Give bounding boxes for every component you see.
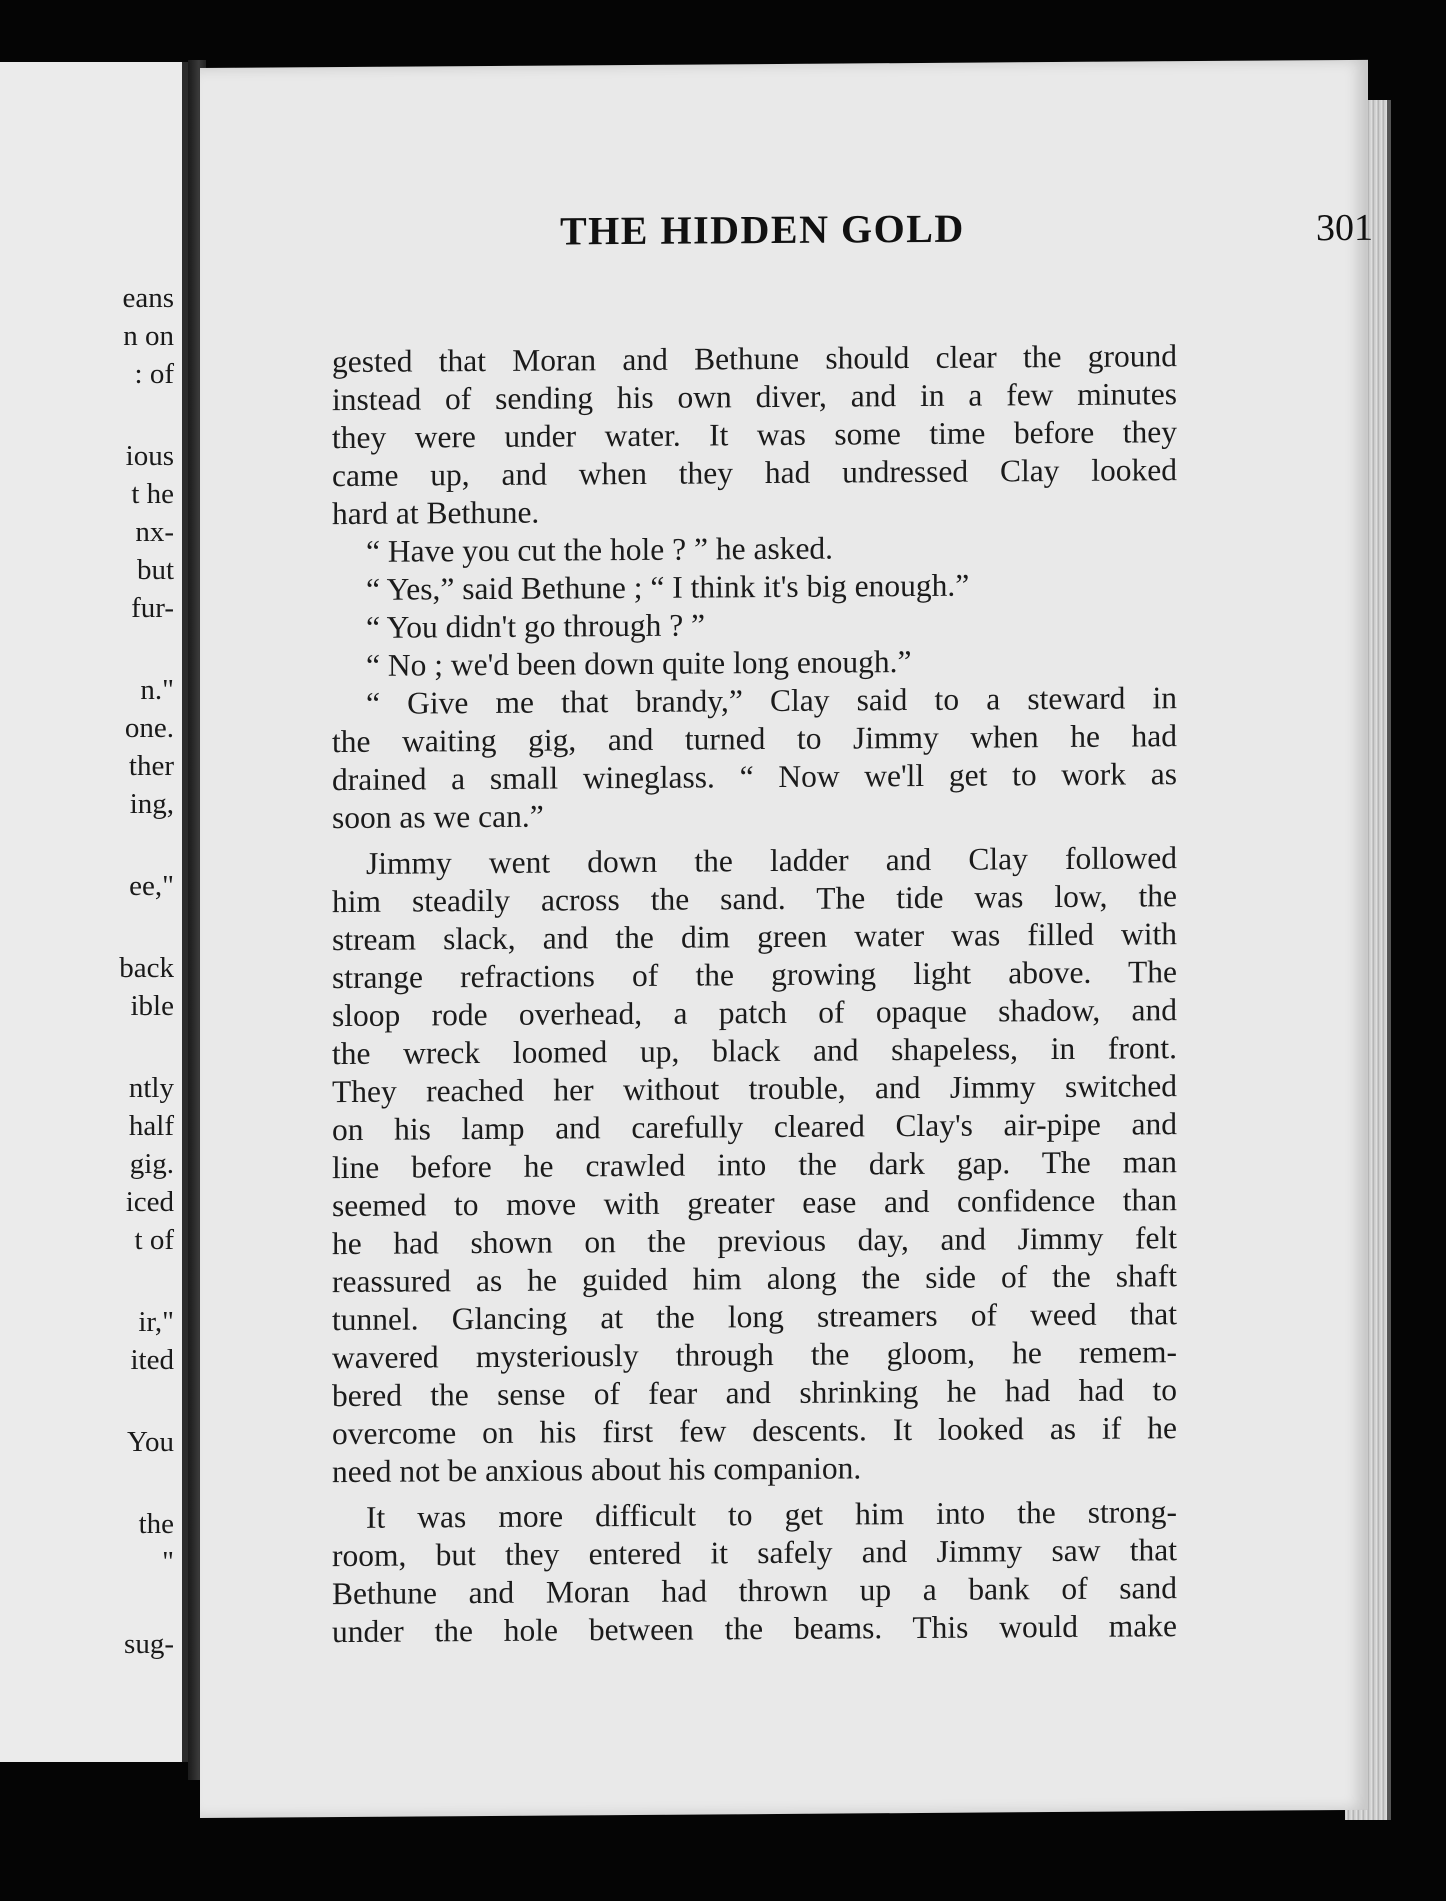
left-line: the xyxy=(138,1508,174,1540)
text-line: the wreck loomed up, black and shapeless, in front. xyxy=(332,1030,1177,1072)
text-line: “ You didn't go through ? ” xyxy=(366,607,706,645)
text-line: he had shown on the previous day, and Jimmy felt xyxy=(332,1220,1177,1262)
text-line: need not be anxious about his companion. xyxy=(332,1450,862,1490)
text-line: on his lamp and carefully cleared Clay's air-pipe and xyxy=(332,1106,1177,1148)
left-line: ious xyxy=(125,440,174,472)
text-line: soon as we can.” xyxy=(332,798,544,836)
left-line: ing, xyxy=(129,788,174,820)
text-line: “ Have you cut the hole ? ” he asked. xyxy=(366,530,834,569)
left-line: eans xyxy=(122,282,174,314)
text-line: Jimmy went down the ladder and Clay followed xyxy=(366,840,1177,881)
left-line: nx- xyxy=(135,516,174,548)
left-line: ited xyxy=(130,1344,174,1376)
text-line: sloop rode overhead, a patch of opaque shadow, and xyxy=(332,992,1177,1034)
left-line: iced xyxy=(125,1186,174,1218)
text-line: line before he crawled into the dark gap. The man xyxy=(332,1144,1177,1186)
text-line: “ No ; we'd been down quite long enough.” xyxy=(366,644,912,683)
left-line: t he xyxy=(131,478,174,510)
text-line: tunnel. Glancing at the long streamers of weed that xyxy=(332,1296,1177,1338)
text-line: wavered mysteriously through the gloom, he remem- xyxy=(332,1334,1177,1376)
left-line: gig. xyxy=(129,1148,174,1180)
text-line: drained a small wineglass. “ Now we'll get to work as xyxy=(332,756,1177,798)
text-line: the waiting gig, and turned to Jimmy when he had xyxy=(332,718,1177,760)
body-text xyxy=(332,261,1182,1650)
left-line: ntly xyxy=(128,1072,174,1104)
left-line: ee," xyxy=(129,870,174,902)
text-line: strange refractions of the growing light above. The xyxy=(332,954,1177,996)
left-line: but xyxy=(136,554,174,586)
text-line: came up, and when they had undressed Clay looked xyxy=(332,452,1177,494)
left-line: " xyxy=(162,1546,174,1578)
page-number: 301 xyxy=(1316,206,1373,250)
left-line: half xyxy=(128,1110,174,1142)
left-line: ir," xyxy=(138,1306,174,1338)
left-line: n on xyxy=(123,320,174,352)
left-line: ible xyxy=(130,990,174,1022)
text-line: “ Give me that brandy,” Clay said to a steward in xyxy=(366,680,1177,721)
text-line: under the hole between the beams. This would make xyxy=(332,1608,1177,1650)
text-line: “ Yes,” said Bethune ; “ I think it's big enough.” xyxy=(366,567,970,607)
left-line: ther xyxy=(128,750,174,782)
text-line: It was more difficult to get him into the strong- xyxy=(366,1494,1177,1535)
left-line: back xyxy=(119,952,174,984)
text-line: reassured as he guided him along the side of the shaft xyxy=(332,1258,1177,1300)
left-line: fur- xyxy=(131,592,174,624)
text-line: gested that Moran and Bethune should clear the ground xyxy=(332,338,1177,380)
left-line: You xyxy=(126,1426,174,1458)
text-line: Bethune and Moran had thrown up a bank of sand xyxy=(332,1570,1177,1612)
left-line: : of xyxy=(134,358,174,390)
text-line: bered the sense of fear and shrinking he had had to xyxy=(332,1372,1177,1414)
running-head: THE HIDDEN GOLD xyxy=(560,205,965,254)
text-line: room, but they entered it safely and Jimmy saw that xyxy=(332,1532,1177,1574)
left-facing-page xyxy=(0,62,188,1762)
left-line: one. xyxy=(124,712,174,744)
text-line: They reached her without trouble, and Jimmy switched xyxy=(332,1068,1177,1110)
text-line: instead of sending his own diver, and in a few minutes xyxy=(332,376,1177,418)
left-line: sug- xyxy=(124,1628,174,1660)
text-line: hard at Bethune. xyxy=(332,494,540,532)
text-line: him steadily across the sand. The tide was low, the xyxy=(332,878,1177,920)
left-line: t of xyxy=(134,1224,174,1256)
text-line: stream slack, and the dim green water was filled with xyxy=(332,916,1177,958)
book-page xyxy=(200,60,1373,1818)
left-line: n." xyxy=(140,674,174,706)
text-line: they were under water. It was some time before they xyxy=(332,414,1177,456)
text-line: seemed to move with greater ease and confidence than xyxy=(332,1182,1177,1224)
text-line: overcome on his first few descents. It looked as if he xyxy=(332,1410,1177,1452)
